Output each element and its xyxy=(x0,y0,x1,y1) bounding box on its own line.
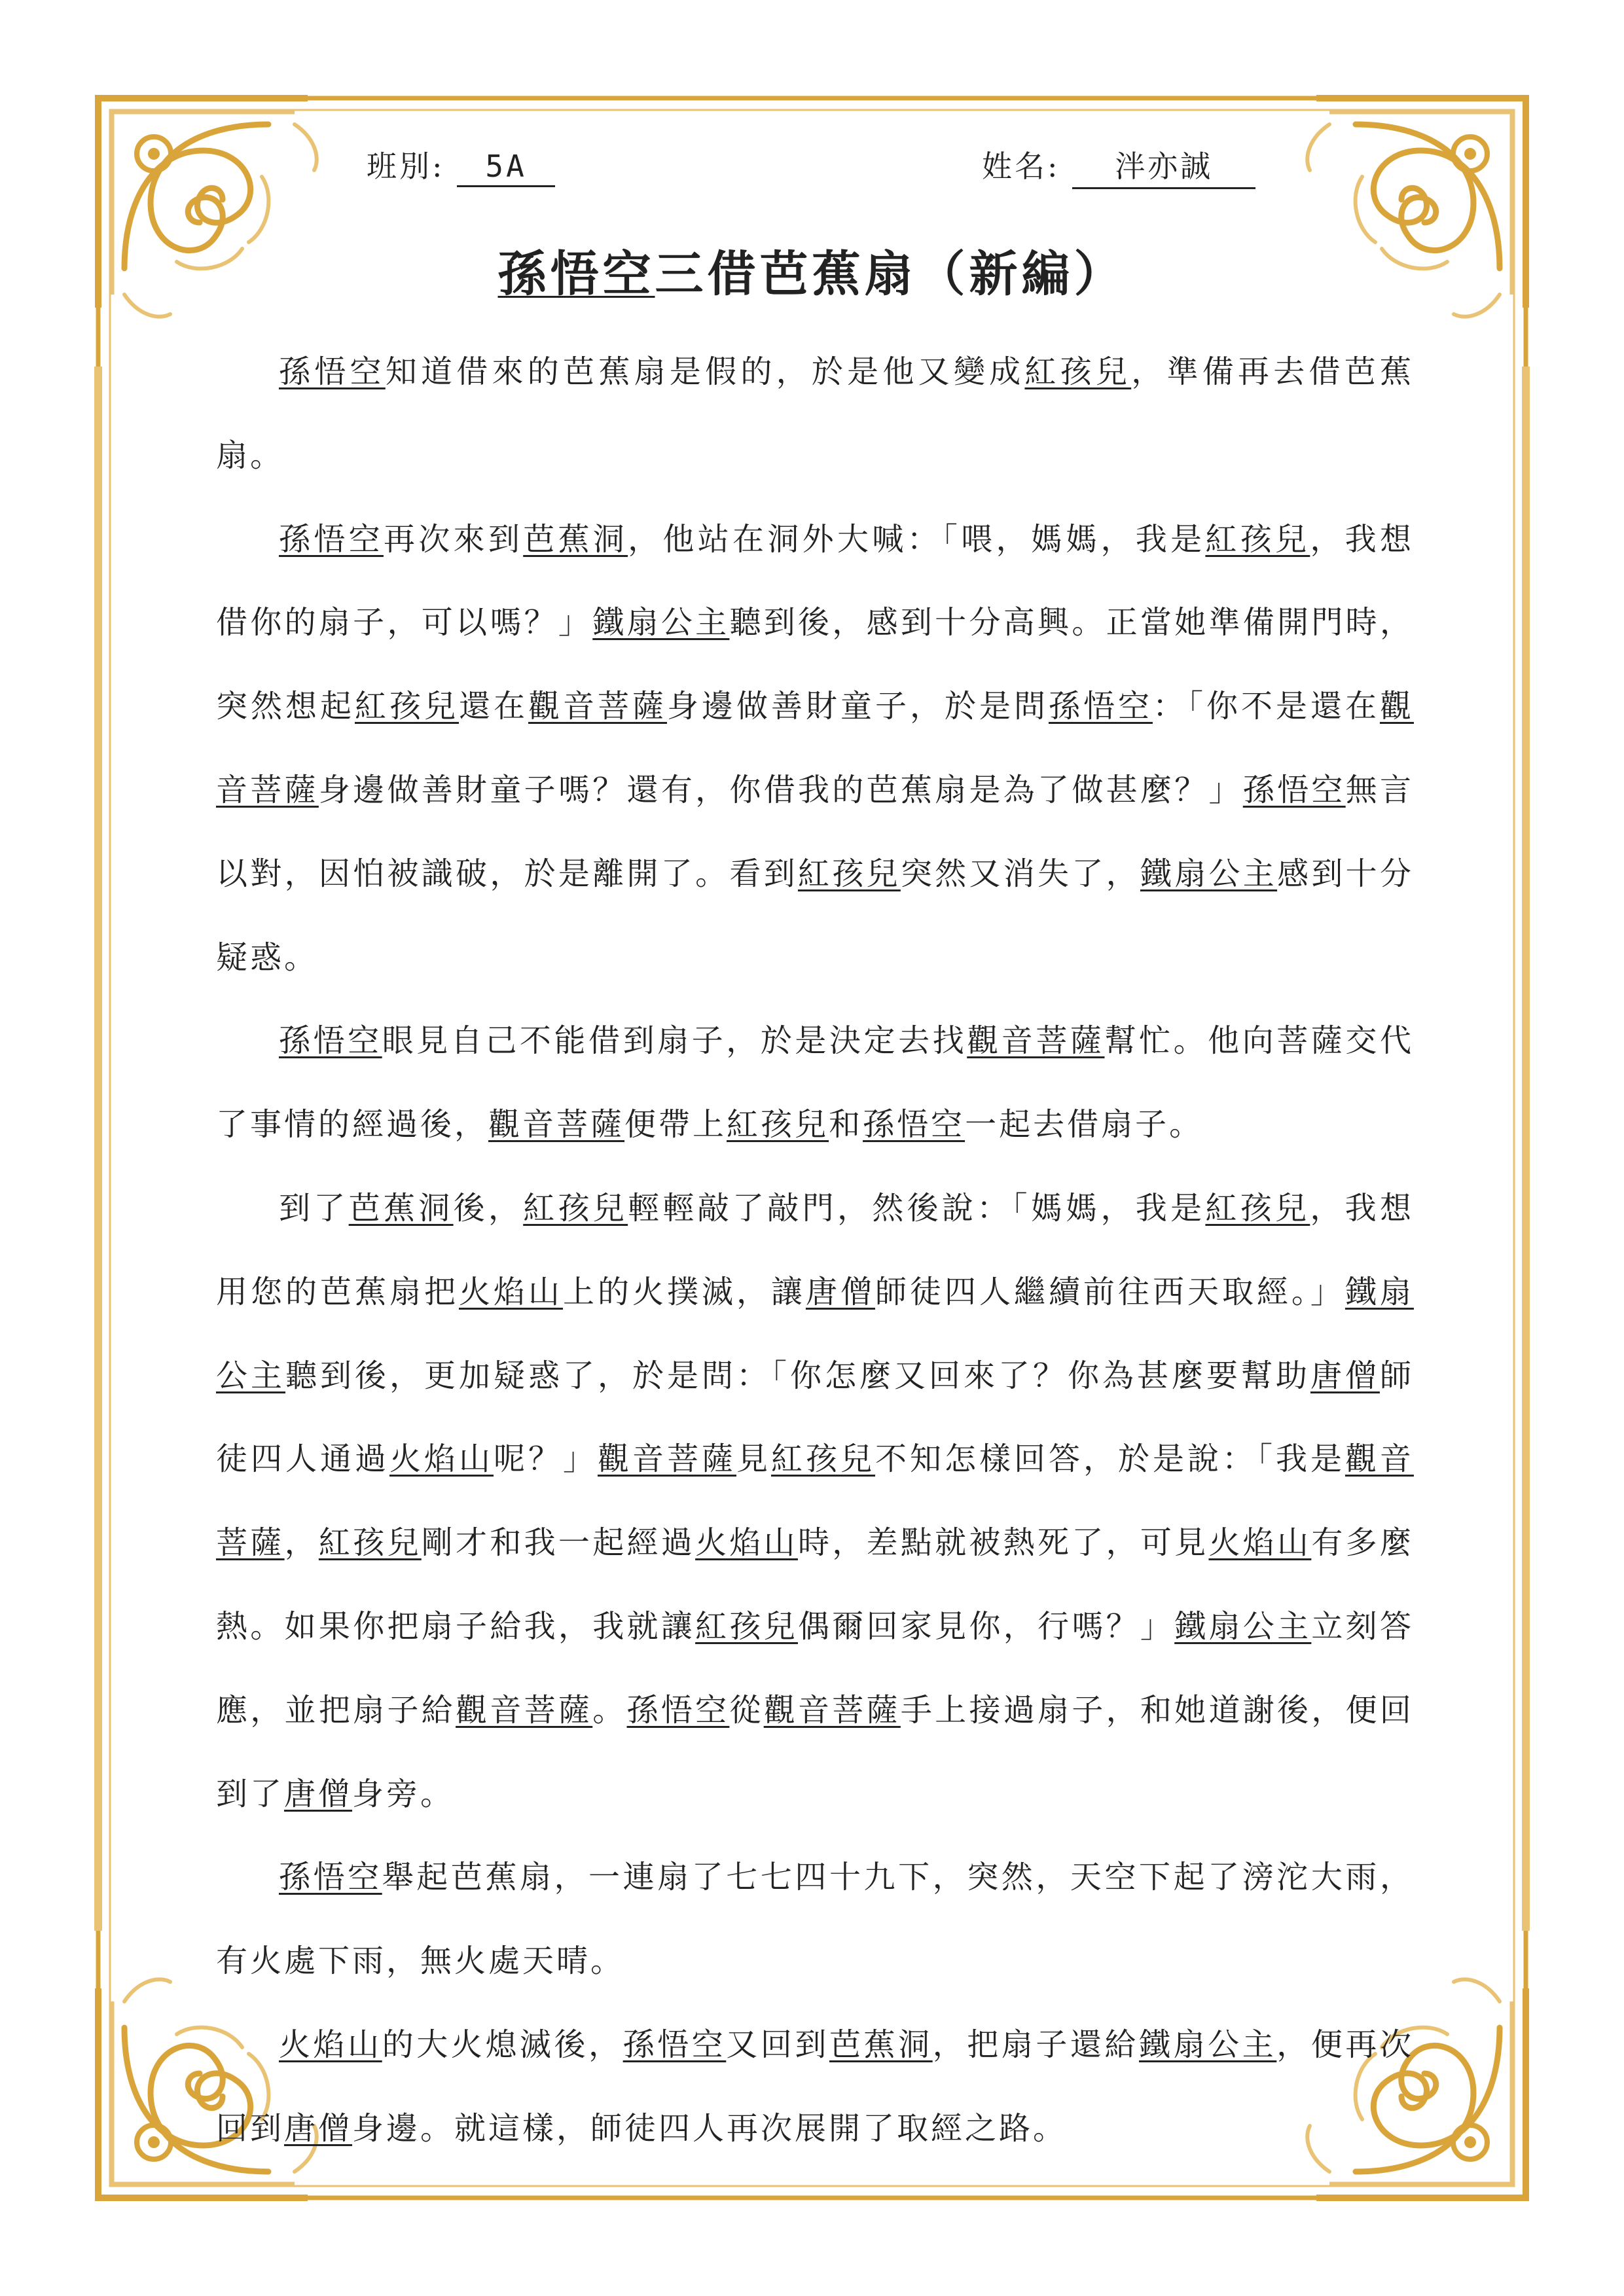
proper-noun: 紅孩兒 xyxy=(695,1607,798,1645)
proper-noun: 紅孩兒 xyxy=(318,1524,422,1562)
text-segment: 身邊。就這樣，師徒四人再次展開了取經之路。 xyxy=(352,2109,1068,2147)
proper-noun: 唐僧 xyxy=(805,1273,875,1310)
proper-noun: 孫悟空 xyxy=(279,353,386,390)
text-segment: 聽到後，感到十分高興。正當她準備開門時，突然想起 xyxy=(216,604,1414,725)
proper-noun: 孫悟空 xyxy=(623,2026,727,2063)
proper-noun: 火焰山 xyxy=(695,1524,798,1562)
text-segment: 感到十分疑惑。 xyxy=(216,855,1414,976)
text-segment: 時，差點就被熱死了，可見 xyxy=(797,1524,1209,1562)
text-segment: 不知怎樣回答，於是說：「我是 xyxy=(875,1441,1345,1478)
proper-noun: 鐵扇公主 xyxy=(216,1273,1414,1394)
text-segment: ，把扇子還給 xyxy=(932,2026,1140,2063)
story-paragraph xyxy=(216,1836,1414,2003)
proper-noun: 芭蕉洞 xyxy=(523,520,628,558)
story-body xyxy=(216,331,1414,2171)
proper-noun: 觀音菩薩 xyxy=(488,1106,625,1143)
class-label: 班別: xyxy=(367,149,445,184)
proper-noun: 鐵扇公主 xyxy=(1139,2026,1277,2063)
proper-noun: 孫悟空 xyxy=(1048,688,1153,725)
text-segment: 手上接過扇子，和她道謝後，便回到了 xyxy=(216,1691,1414,1812)
text-segment: ，準備再去借芭蕉扇。 xyxy=(216,353,1414,474)
proper-noun: 火焰山 xyxy=(1208,1524,1312,1562)
story-paragraph xyxy=(216,2003,1414,2171)
text-segment: 師徒四人繼續前往西天取經。」 xyxy=(875,1273,1345,1310)
text-segment: 。 xyxy=(592,1691,627,1729)
text-segment: 一起去借扇子。 xyxy=(965,1106,1204,1143)
story-paragraph xyxy=(216,331,1414,498)
page-title xyxy=(0,236,1624,305)
text-segment: 的大火熄滅後， xyxy=(382,2026,623,2063)
proper-noun: 紅孩兒 xyxy=(523,1189,628,1227)
text-segment: 還在 xyxy=(459,688,528,725)
text-segment: 舉起芭蕉扇，一連扇了七七四十九下，突然，天空下起了滂沱大雨，有火處下雨，無火處天晴。 xyxy=(216,1859,1414,1980)
text-segment: 眼見自己不能借到扇子，於是決定去找 xyxy=(382,1022,967,1060)
text-segment: 師徒四人通過 xyxy=(216,1357,1414,1478)
text-segment: 到了 xyxy=(279,1189,349,1227)
proper-noun: 紅孩兒 xyxy=(355,688,459,725)
proper-noun: 觀音菩薩 xyxy=(763,1691,901,1729)
story-paragraph xyxy=(216,999,1414,1167)
text-segment: 上的火撲滅，讓 xyxy=(562,1273,806,1310)
text-segment: 輕輕敲了敲門，然後說：「媽媽，我是 xyxy=(628,1189,1206,1227)
text-segment: 後， xyxy=(453,1189,524,1227)
proper-noun: 紅孩兒 xyxy=(797,855,901,892)
story-paragraph xyxy=(216,498,1414,1000)
proper-noun: 鐵扇公主 xyxy=(1174,1607,1312,1645)
text-segment: 剛才和我一起經過 xyxy=(421,1524,696,1562)
proper-noun: 孫悟空 xyxy=(279,1022,382,1060)
proper-noun: 紅孩兒 xyxy=(1205,520,1310,558)
text-segment: 便帶上 xyxy=(624,1106,727,1143)
proper-noun: 芭蕉洞 xyxy=(829,2026,933,2063)
title-rest: 三借芭蕉扇（新編） xyxy=(655,246,1127,302)
proper-noun: 紅孩兒 xyxy=(727,1106,829,1143)
proper-noun: 唐僧 xyxy=(284,1775,353,1812)
text-segment: ，我想用您的芭蕉扇把 xyxy=(216,1189,1414,1310)
proper-noun: 觀音菩薩 xyxy=(216,688,1414,808)
text-segment: 身旁。 xyxy=(352,1775,455,1812)
proper-noun: 鐵扇公主 xyxy=(592,604,730,641)
text-segment: 聽到後，更加疑惑了，於是問：「你怎麼又回來了？你為甚麼要幫助 xyxy=(285,1357,1310,1394)
text-segment: 和 xyxy=(829,1106,863,1143)
proper-noun: 鐵扇公主 xyxy=(1140,855,1278,892)
text-segment: 幫忙。他向菩薩交代了事情的經過後， xyxy=(216,1022,1414,1143)
proper-noun: 紅孩兒 xyxy=(770,1441,875,1478)
title-proper-noun: 孫悟空 xyxy=(497,246,655,302)
text-segment: 見 xyxy=(736,1441,771,1478)
proper-noun: 觀音菩薩 xyxy=(528,688,667,725)
text-segment: 偶爾回家見你，行嗎？」 xyxy=(797,1607,1175,1645)
proper-noun: 觀音菩薩 xyxy=(456,1691,593,1729)
text-segment: ，他站在洞外大喊：「喂，媽媽，我是 xyxy=(628,520,1206,558)
text-segment: ， xyxy=(284,1524,319,1562)
proper-noun: 孫悟空 xyxy=(279,520,384,558)
name-field xyxy=(982,143,1255,189)
proper-noun: 觀音菩薩 xyxy=(597,1441,736,1478)
class-field xyxy=(367,143,555,187)
proper-noun: 觀音菩薩 xyxy=(216,1441,1414,1562)
proper-noun: 芭蕉洞 xyxy=(348,1189,454,1227)
text-segment: 有多麼熱。如果你把扇子給我，我就讓 xyxy=(216,1524,1414,1645)
proper-noun: 觀音菩薩 xyxy=(967,1022,1105,1060)
text-segment: ，便再次回到 xyxy=(216,2026,1414,2147)
proper-noun: 火焰山 xyxy=(279,2026,382,2063)
proper-noun: 孫悟空 xyxy=(626,1691,730,1729)
name-label: 姓名: xyxy=(982,149,1060,184)
proper-noun: 唐僧 xyxy=(1310,1357,1380,1394)
text-segment: 從 xyxy=(729,1691,764,1729)
story-paragraph xyxy=(216,1167,1414,1836)
proper-noun: 紅孩兒 xyxy=(1205,1189,1310,1227)
proper-noun: 孫悟空 xyxy=(279,1859,382,1896)
text-segment: ：「你不是還在 xyxy=(1152,688,1380,725)
text-segment: 再次來到 xyxy=(383,520,524,558)
class-value: 5A xyxy=(457,149,555,187)
proper-noun: 火焰山 xyxy=(389,1441,494,1478)
text-segment: 身邊做善財童子嗎？還有，你借我的芭蕉扇是為了做甚麼？」 xyxy=(318,771,1243,808)
text-segment: 又回到 xyxy=(726,2026,829,2063)
text-segment: ，我想借你的扇子，可以嗎？」 xyxy=(216,520,1414,641)
text-segment: 立刻答應，並把扇子給 xyxy=(216,1607,1414,1729)
name-value: 泮亦誠 xyxy=(1072,143,1255,189)
proper-noun: 唐僧 xyxy=(284,2109,353,2147)
proper-noun: 紅孩兒 xyxy=(1024,353,1132,390)
proper-noun: 孫悟空 xyxy=(863,1106,965,1143)
text-segment: 突然又消失了， xyxy=(900,855,1140,892)
text-segment: 呢？」 xyxy=(493,1441,598,1478)
text-segment: 知道借來的芭蕉扇是假的，於是他又變成 xyxy=(385,353,1025,390)
text-segment: 無言以對，因怕被識破，於是離開了。看到 xyxy=(216,771,1414,892)
text-segment: 身邊做善財童子，於是問 xyxy=(667,688,1049,725)
proper-noun: 火焰山 xyxy=(458,1273,563,1310)
proper-noun: 孫悟空 xyxy=(1242,771,1346,808)
